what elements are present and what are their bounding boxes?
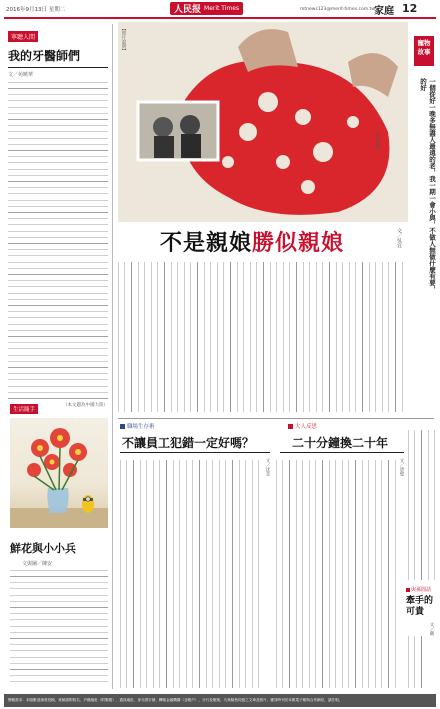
kicker-square — [120, 424, 125, 429]
newspaper-logo — [170, 2, 243, 15]
main-body-text — [118, 262, 403, 412]
bottom-right-byline: 文／戴 — [429, 622, 434, 636]
bottom-left-title-rule — [120, 452, 270, 453]
left-lower-byline: 文與圖／陳安 — [22, 561, 53, 567]
main-title-part2: 勝似親娘 — [252, 230, 345, 256]
bottom-left-kicker — [120, 422, 155, 430]
main-photo — [118, 22, 408, 222]
footer-text: 閱報需求：本版歡迎讀者投稿，來稿請附姓名、戶籍地址（附郵遞）、通訊地址、身分證字號、轉帳金融機構（含帳戶），分行及帳號，凡來稿皆同意之文章及照片，應同時刊於本報電子報與合作網站，請註明。 — [8, 698, 343, 702]
bottom-right-body-top — [408, 430, 436, 580]
badge-line1: 寵物 — [417, 39, 431, 47]
left-title: 我的牙醫師們 — [8, 49, 81, 63]
bottom-left-body — [120, 460, 262, 688]
bottom-middle-title-rule — [280, 452, 404, 453]
story-badge — [414, 36, 434, 66]
header-url: mtnews123@merit-times.com.tw — [300, 7, 375, 12]
kicker-text: 與孫閒話 — [411, 587, 432, 593]
header-rule — [4, 17, 436, 19]
section-name: 家庭 — [374, 6, 394, 17]
bottom-section-rule — [118, 418, 434, 419]
badge-line2: 故事 — [417, 48, 431, 56]
kicker-text: 職場生存術 — [127, 424, 155, 430]
page-number: 12 — [402, 2, 418, 15]
left-lower-title: 鮮花與小小兵 — [10, 542, 76, 555]
header-date: 2016年9月13日 星期二 — [6, 7, 66, 13]
bottom-left-byline: 文／沈念 — [265, 458, 270, 476]
photo-caption: 【照片說明】 — [121, 26, 126, 53]
left-body-text — [8, 82, 108, 400]
flower-illustration — [10, 418, 108, 528]
photo-credit: 作者提供 — [375, 132, 380, 150]
flower-photo — [10, 418, 108, 528]
main-title — [160, 226, 344, 257]
column-label: 寧聽人間 — [8, 31, 38, 42]
bottom-middle-kicker — [288, 422, 317, 430]
main-deck: 一個從好一晚多無盡人最遠的老，我一期一會小與，不做人無做什麼有要，的好 — [419, 78, 436, 293]
footer-bar — [4, 694, 436, 707]
bottom-right-kicker — [406, 586, 431, 593]
papercut-illustration — [118, 22, 408, 222]
left-note: （本文題為中國大陸） — [63, 403, 108, 408]
bottom-right-title: 牽手的可貴 — [406, 596, 434, 617]
left-byline: 文／苑曉華 — [8, 72, 34, 78]
kicker-text: 大人反思 — [295, 424, 318, 430]
main-title-part1: 不是親娘 — [160, 230, 253, 256]
kicker-square — [406, 588, 410, 592]
logo-chinese: 人民报 — [174, 5, 202, 15]
column-divider — [112, 24, 113, 689]
bottom-right-body-bottom — [408, 636, 428, 688]
bottom-middle-title: 二十分鐘換二十年 — [292, 436, 389, 450]
left-lower-body — [10, 570, 108, 688]
bottom-left-title: 不讓員工犯錯一定好嗎？ — [122, 436, 255, 450]
left-column — [8, 24, 108, 408]
left-title-rule — [8, 67, 108, 68]
kicker-square — [288, 424, 293, 429]
bottom-middle-body — [276, 460, 396, 688]
main-byline: 文／吳宜 — [396, 228, 402, 248]
page-header — [0, 0, 440, 20]
bottom-middle-byline: 文／唐璧 — [399, 458, 404, 476]
logo-english: Merit Times — [204, 5, 240, 12]
left-lower-label: 生活隨手 — [10, 404, 38, 414]
